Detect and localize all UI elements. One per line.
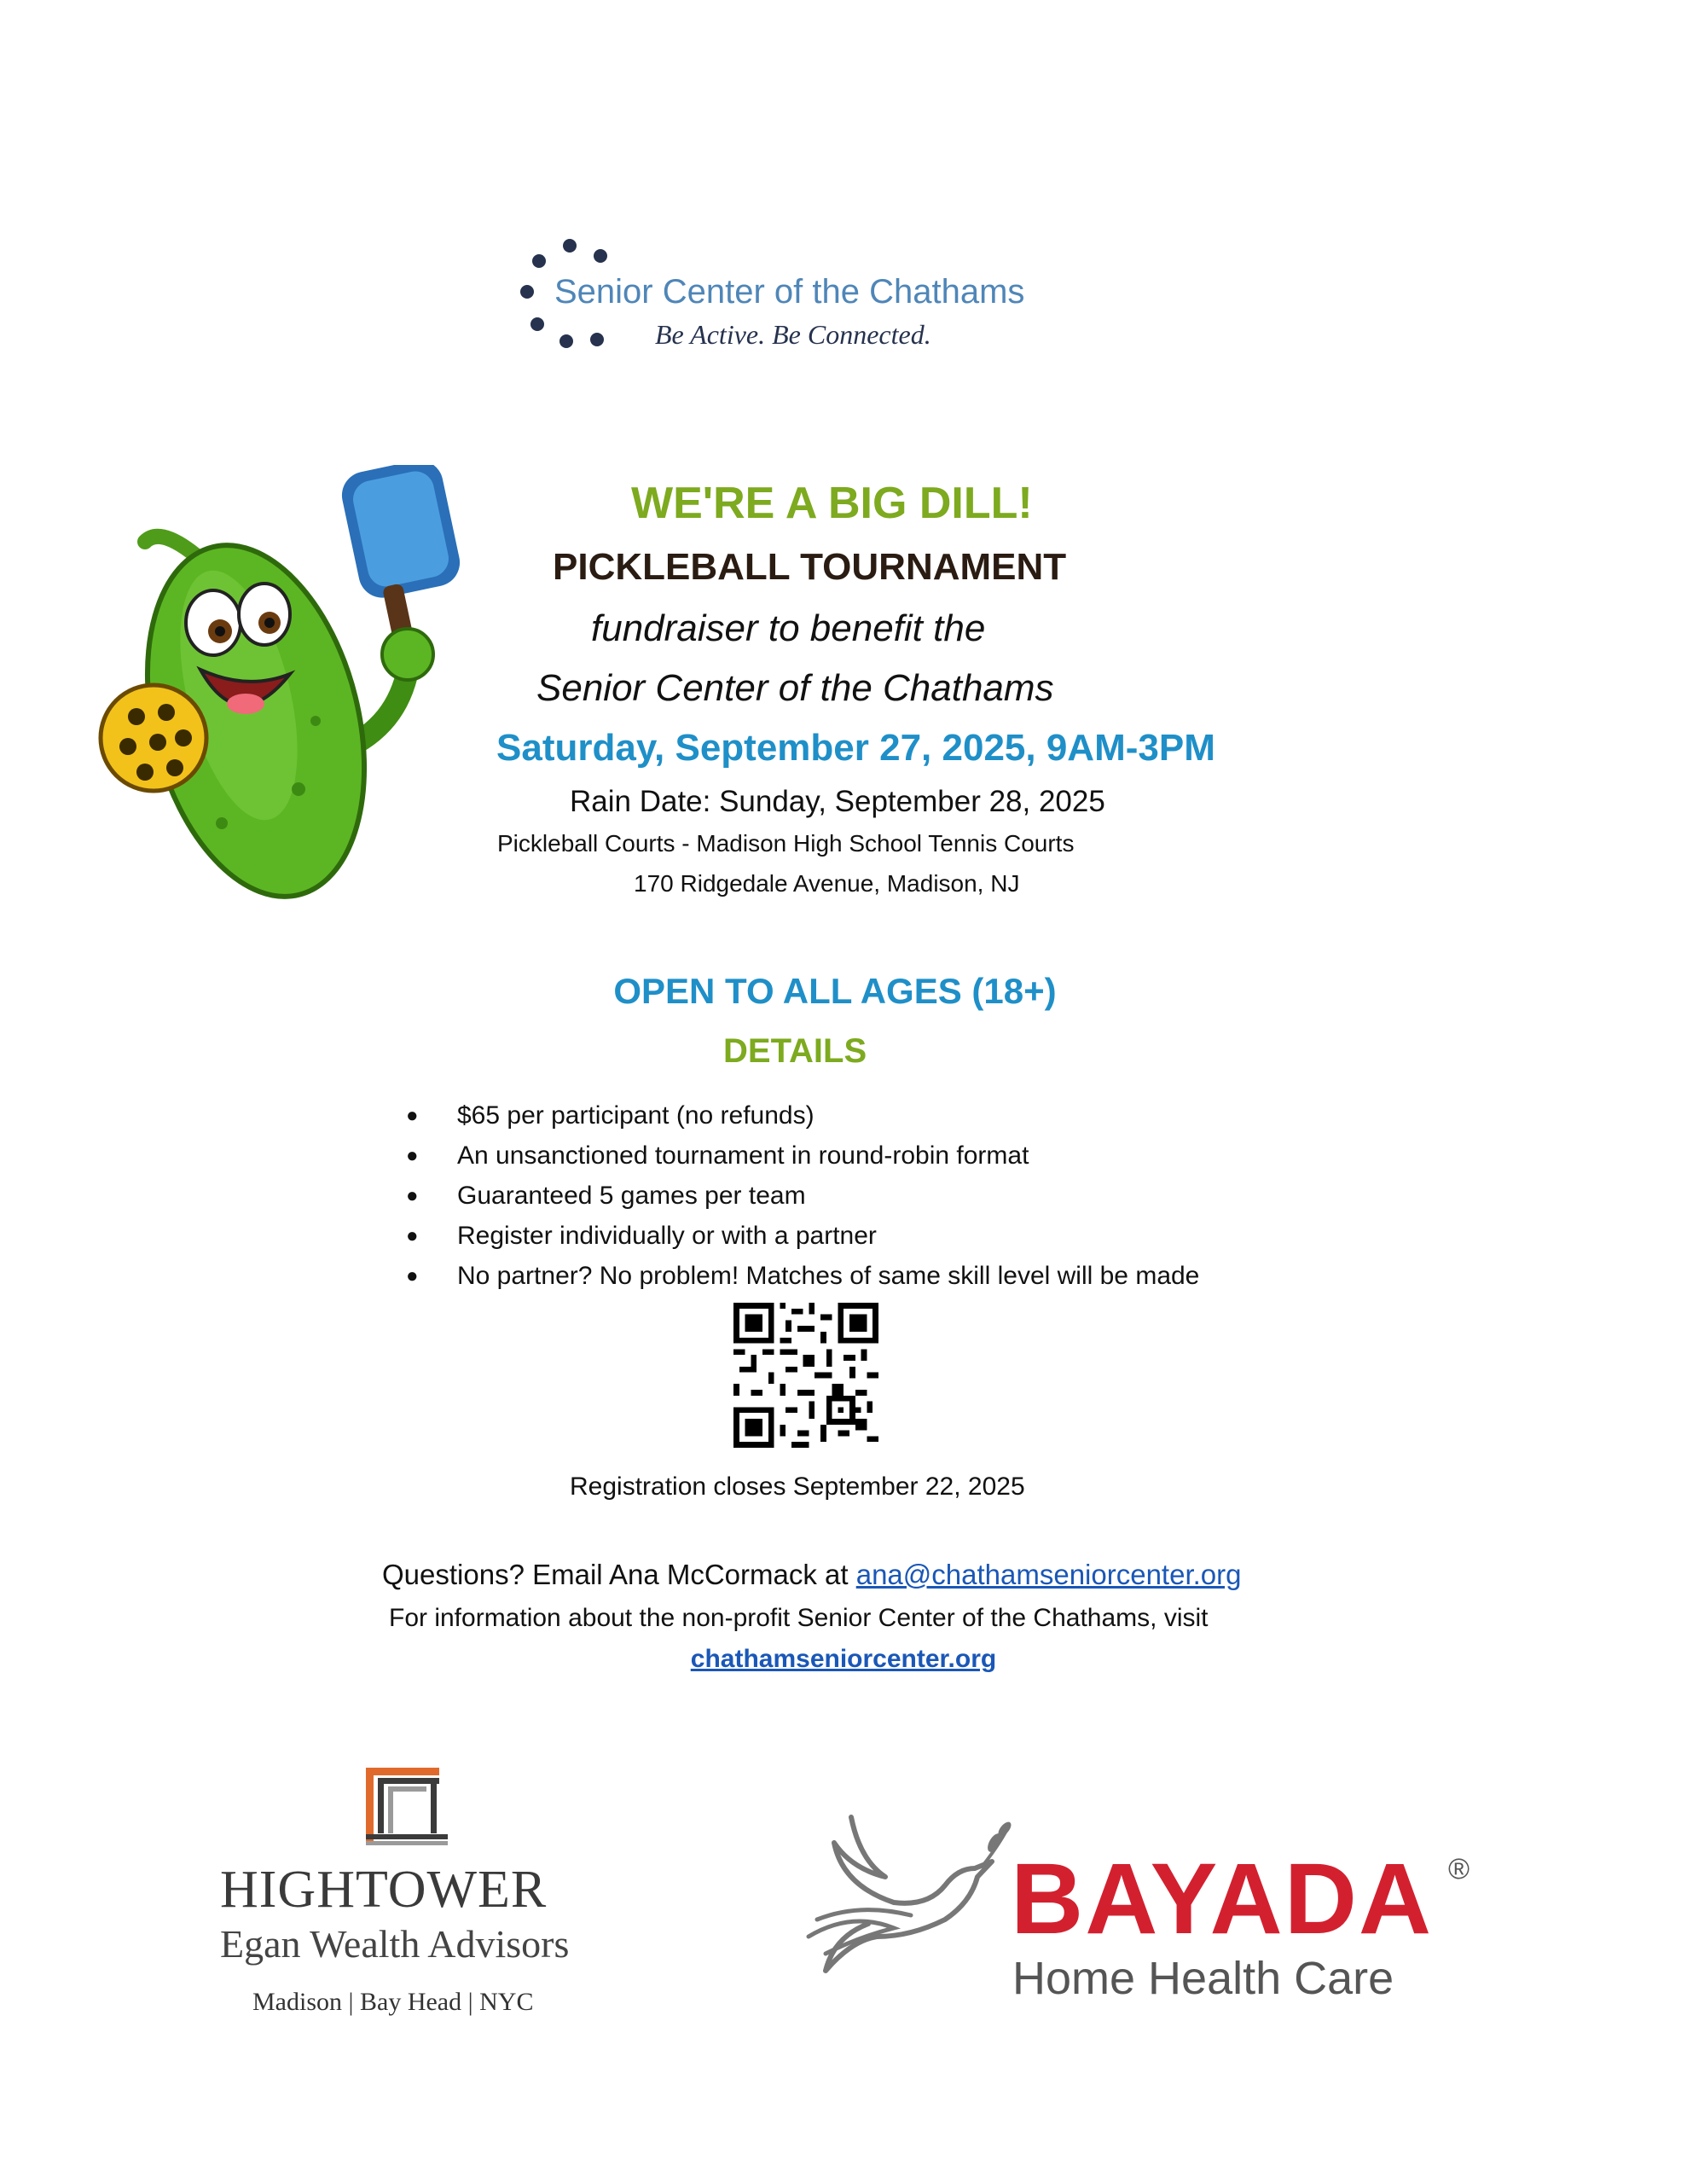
bayada-name: BAYADA bbox=[1011, 1843, 1434, 1955]
hightower-name: HIGHTOWER bbox=[220, 1861, 548, 1919]
org-name: Senior Center of the Chathams bbox=[554, 273, 1025, 311]
registration-qr-code[interactable] bbox=[733, 1303, 878, 1448]
hightower-locations: Madison | Bay Head | NYC bbox=[252, 1988, 534, 2016]
hightower-logo-mark bbox=[362, 1766, 448, 1847]
details-list bbox=[401, 1095, 1199, 1296]
pickle-mascot-illustration bbox=[94, 465, 469, 909]
ages-banner bbox=[0, 971, 1687, 1012]
list-item: ● No partner? No problem! Matches of same skill level will be made bbox=[401, 1256, 1199, 1296]
venue: Pickleball Courts - Madison High School Tennis Courts bbox=[497, 830, 1075, 857]
benefit-line-1: fundraiser to benefit the bbox=[591, 607, 986, 649]
website-link[interactable]: chathamseniorcenter.org bbox=[690, 1645, 997, 1673]
benefit-line-2: Senior Center of the Chathams bbox=[536, 667, 1054, 709]
website-row bbox=[0, 1645, 1687, 1674]
list-item: ● An unsanctioned tournament in round-robin format bbox=[401, 1136, 1199, 1176]
bayada-subtitle: Home Health Care bbox=[1012, 1953, 1394, 2004]
event-date: Saturday, September 27, 2025, 9AM-3PM bbox=[496, 727, 1215, 769]
contact-line bbox=[382, 1559, 1242, 1591]
venue-address: 170 Ridgedale Avenue, Madison, NJ bbox=[634, 870, 1020, 897]
dove-icon bbox=[800, 1809, 1013, 1979]
hightower-subtitle: Egan Wealth Advisors bbox=[220, 1922, 570, 1966]
list-item: ● $65 per participant (no refunds) bbox=[401, 1095, 1199, 1136]
contact-prefix: Questions? Email Ana McCormack at bbox=[382, 1559, 849, 1590]
registration-deadline: Registration closes September 22, 2025 bbox=[570, 1472, 1025, 1501]
headline: WE'RE A BIG DILL! bbox=[631, 479, 1033, 528]
ages-text: OPEN TO ALL AGES (18+) bbox=[613, 971, 1057, 1011]
list-item: ● Guaranteed 5 games per team bbox=[401, 1176, 1199, 1216]
tournament-title: PICKLEBALL TOURNAMENT bbox=[553, 546, 1067, 588]
details-heading: DETAILS bbox=[723, 1032, 867, 1070]
info-line: For information about the non-profit Senior Center of the Chathams, visit bbox=[389, 1604, 1209, 1632]
contact-email-link[interactable]: ana@chathamseniorcenter.org bbox=[855, 1559, 1242, 1590]
registered-mark: ® bbox=[1448, 1853, 1470, 1885]
rain-date: Rain Date: Sunday, September 28, 2025 bbox=[570, 785, 1105, 818]
org-tagline: Be Active. Be Connected. bbox=[655, 319, 931, 350]
list-item: ● Register individually or with a partner bbox=[401, 1216, 1199, 1256]
